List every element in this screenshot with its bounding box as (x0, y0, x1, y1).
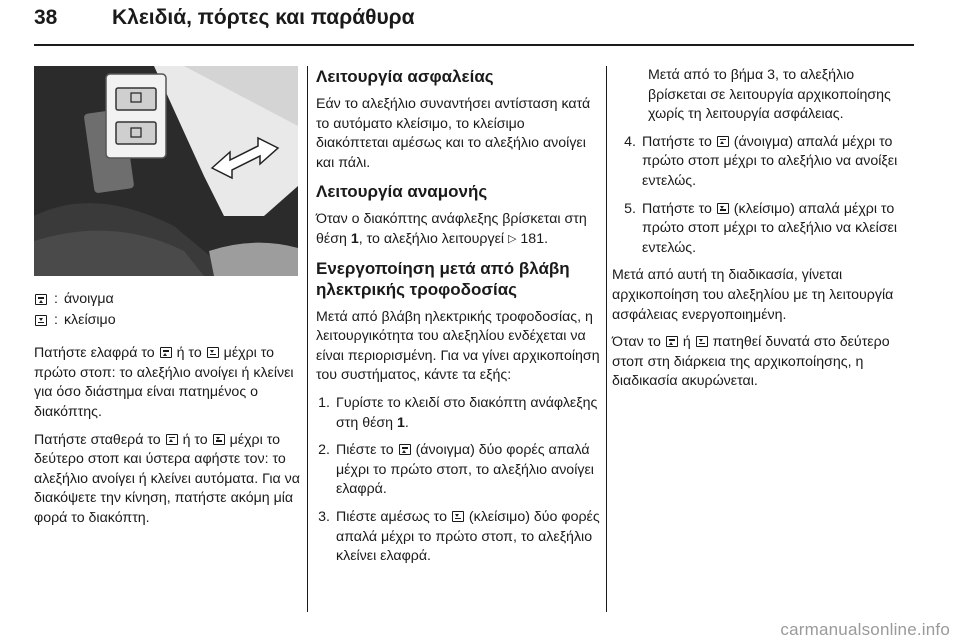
sunroof-open-button-icon (717, 136, 729, 147)
sunroof-open-button-icon (160, 347, 172, 358)
paragraph-safety: Εάν το αλεξήλιο συναντήσει αντίσταση κατά το αυτόματο κλείσιμο, το κλείσιμο διακόπτεται αμέσως και το αλεξήλιο ανοίγει και πάλι. (316, 96, 591, 171)
heading-standby-function: Λειτουργία αναμονής (316, 182, 488, 202)
sunroof-switch-illustration (34, 66, 298, 276)
header-rule (34, 44, 914, 46)
sunroof-open-button-icon (399, 444, 411, 455)
paragraph-after-procedure: Μετά από αυτή τη διαδικασία, γίνεται αρχικοποίηση του αλεξηλίου με τη λειτουργία ασφάλειας ενεργοποιημένη. (612, 267, 894, 323)
page-header (34, 4, 914, 40)
sunroof-open-button-icon (666, 336, 678, 347)
sunroof-close-button-icon (207, 347, 219, 358)
heading-initialisation: Ενεργοποίηση μετά από βλάβη ηλεκτρικής τροφοδοσίας (316, 258, 570, 299)
steps-list (612, 133, 902, 259)
column-right (612, 66, 902, 400)
column-left (34, 66, 300, 537)
legend-separator: : (54, 291, 58, 307)
paragraph-light-press: Πατήστε ελαφρά το ή το μέχρι το πρώτο στοπ: το αλεξήλιο ανοίγει ή κλείνει για όσο διάστημα είναι πατημένος ο διακόπτης. (34, 345, 294, 420)
sunroof-close-button-icon (213, 434, 225, 445)
sunroof-close-button-icon (696, 336, 708, 347)
paragraph-step3-continuation: Μετά από το βήμα 3, το αλεξήλιο βρίσκεται σε λειτουργία αρχικοποίησης χωρίς τη λειτουργία ασφάλειας. (648, 67, 891, 123)
sunroof-open-button-icon (35, 294, 47, 305)
list-item: 5. Πατήστε το (κλείσιμο) απαλά μέχρι το πρώτο στοπ μέχρι το αλεξήλιο να κλείσει εντελώς. (624, 200, 897, 256)
legend-open-label: άνοιγμα (63, 291, 114, 307)
sunroof-close-button-icon (717, 203, 729, 214)
legend-separator: : (54, 311, 58, 328)
column-middle (316, 66, 600, 575)
steps-list (316, 394, 600, 567)
legend-row-open (34, 290, 300, 310)
list-item: 1. Γυρίστε το κλειδί στο διακόπτη ανάφλεξης στη θέση 1. (318, 394, 598, 431)
page-number: 38 (34, 6, 58, 29)
list-item: 4. Πατήστε το (άνοιγμα) απαλά μέχρι το πρώτο στοπ μέχρι το αλεξήλιο να ανοίξει εντελώς. (624, 133, 898, 189)
paragraph-firm-press: Πατήστε σταθερά το ή το μέχρι το δεύτερο στοπ και ύστερα αφήστε τον: το αλεξήλιο ανοίγει ή κλείνει αυτόματα. Για να διακόψετε την κίνηση, πατήστε ακόμη μία φορά το διακόπτη. (34, 431, 300, 526)
sunroof-open-button-icon (166, 434, 178, 445)
column-divider (606, 66, 607, 612)
sunroof-close-button-icon (452, 511, 464, 522)
column-divider (307, 66, 308, 612)
list-item: 3. Πιέστε αμέσως το (κλείσιμο) δύο φορές απαλά μέχρι το πρώτο στοπ, το αλεξήλιο κλείνει ελαφρά. (318, 508, 600, 565)
button-legend (34, 290, 300, 330)
watermark: carmanualsonline.info (780, 620, 950, 639)
paragraph-cancel: Όταν το ή πατηθεί δυνατά στο δεύτερο στοπ στη διάρκεια της αρχικοποίησης, η διαδικασία ακυρώνεται. (612, 334, 890, 390)
page-reference[interactable]: 181. (520, 230, 549, 247)
page-reference-arrow-icon: ▷ (508, 232, 517, 245)
paragraph-initialisation: Μετά από βλάβη ηλεκτρικής τροφοδοσίας, η λειτουργικότητα του αλεξηλίου ενδέχεται να είναι περιορισμένη. Για να γίνει αρχικοποίηση του συστήματος, κάντε τα εξής: (316, 308, 600, 384)
chapter-title: Κλειδιά, πόρτες και παράθυρα (112, 6, 415, 29)
legend-row-close (34, 311, 300, 331)
sunroof-close-button-icon (35, 315, 47, 326)
list-item: 2. Πιέστε το (άνοιγμα) δύο φορές απαλά μέχρι το πρώτο στοπ, το αλεξήλιο ανοίγει ελαφρά. (318, 442, 594, 498)
paragraph-standby: Όταν ο διακόπτης ανάφλεξης βρίσκεται στη θέση 1, το αλεξήλιο λειτουργεί ▷ 181. (316, 210, 600, 249)
legend-close-label: κλείσιμο (63, 311, 116, 328)
heading-safety-function: Λειτουργία ασφαλείας (316, 67, 494, 86)
